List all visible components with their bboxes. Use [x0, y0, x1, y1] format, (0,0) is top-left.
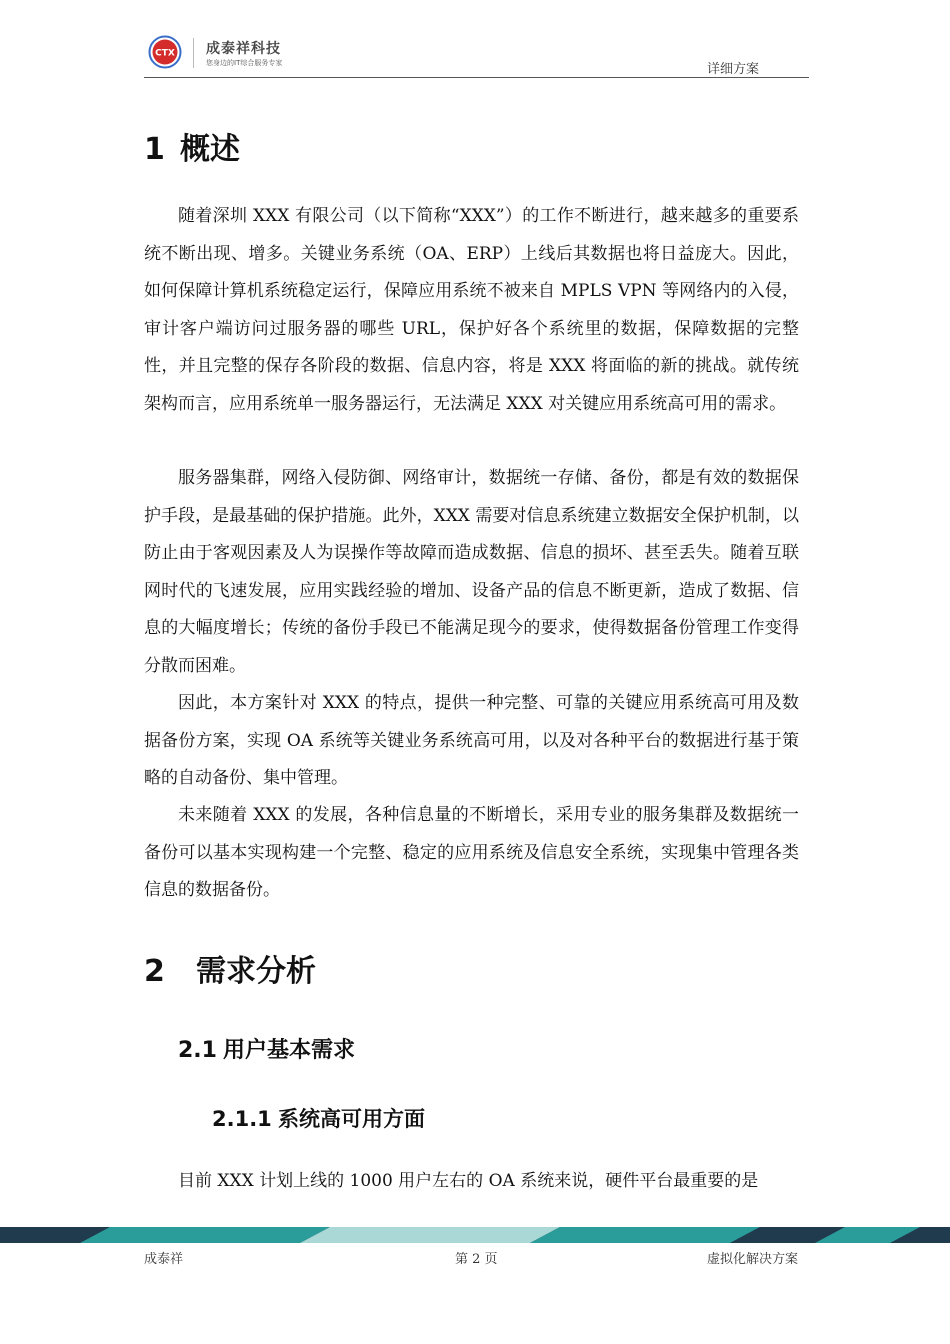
paragraph: 随着深圳 XXX 有限公司（以下简称“XXX”）的工作不断进行，越来越多的重要系统不断出现、增多。关键业务系统（OA、ERP）上线后其数据也将日益庞大。因此，如何保障计算机系统稳定运行，保障应用系统不被来自 MPLS VPN 等网络内的入侵，审计客户端访问过服务器的哪些 URL，保护好各个系统里的数据，保障数据的完整性，并且完整的保存各阶段的数据、信息内容，将是 XXX 将面临的新的挑战。就传统架构而言，应用系统单一服务器运行，无法满足 XXX 对关键应用系统高可用的需求。	[144, 206, 799, 414]
heading-title: 系统高可用方面	[278, 1107, 425, 1131]
heading-title: 需求分析	[196, 954, 316, 989]
footer-page-number: 第 2 页	[455, 1252, 498, 1267]
footer-color-band	[0, 1227, 950, 1243]
heading-section-2-1-1	[212, 1103, 425, 1133]
heading-title: 用户基本需求	[223, 1038, 356, 1063]
heading-title: 概述	[180, 132, 240, 167]
heading-section-2	[144, 946, 316, 990]
header-doc-type: 详细方案	[706, 62, 759, 77]
logo-text: CTX	[155, 48, 175, 59]
company-slogan: 您身边的IT综合服务专家	[206, 59, 283, 67]
footer-company: 成泰祥	[144, 1252, 184, 1267]
company-logo-icon	[148, 35, 182, 69]
heading-number: 2.1.1	[212, 1107, 272, 1131]
paragraph: 因此，本方案针对 XXX 的特点，提供一种完整、可靠的关键应用系统高可用及数据备份方案，实现 OA 系统等关键业务系统高可用，以及对各种平台的数据进行基于策略的自动备份、集中管理。	[144, 693, 799, 788]
paragraph: 未来随着 XXX 的发展，各种信息量的不断增长，采用专业的服务集群及数据统一备份可以基本实现构建一个完整、稳定的应用系统及信息安全系统，实现集中管理各类信息的数据备份。	[144, 805, 799, 900]
heading-section-2-1	[178, 1033, 355, 1064]
paragraph: 目前 XXX 计划上线的 1000 用户左右的 OA 系统来说，硬件平台最重要的是	[178, 1171, 759, 1191]
footer-doc-title: 虚拟化解决方案	[707, 1252, 799, 1267]
logo-divider	[193, 38, 194, 68]
heading-number: 2.1	[178, 1038, 217, 1063]
heading-section-1	[144, 124, 240, 168]
heading-number: 1	[144, 132, 165, 167]
page-header	[144, 30, 809, 78]
heading-number: 2	[144, 954, 165, 989]
paragraph: 服务器集群，网络入侵防御、网络审计，数据统一存储、备份，都是有效的数据保护手段，是最基础的保护措施。此外，XXX 需要对信息系统建立数据安全保护机制，以防止由于客观因素及人为误操作等故障而造成数据、信息的损坏、甚至丢失。随着互联网时代的飞速发展，应用实践经验的增加、设备产品的信息不断更新，造成了数据、信息的大幅度增长；传统的备份手段已不能满足现今的要求，使得数据备份管理工作变得分散而困难。	[144, 468, 799, 676]
company-name: 成泰祥科技	[206, 41, 281, 57]
